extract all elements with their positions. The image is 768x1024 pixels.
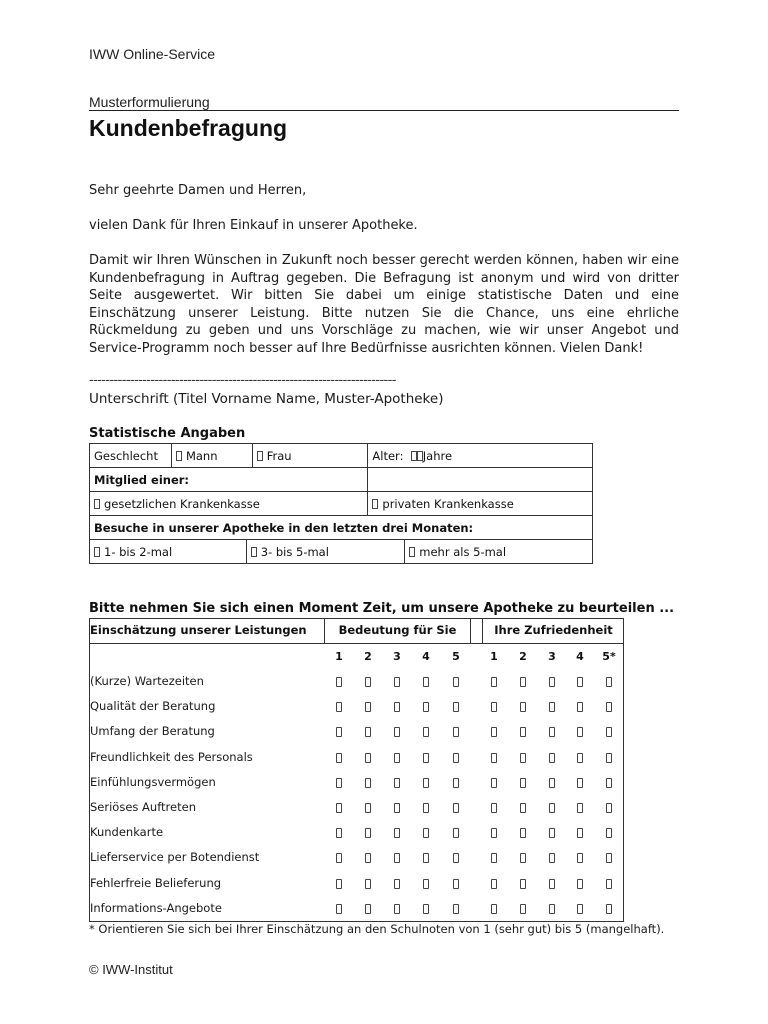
- importance-scale-5: 5: [452, 650, 460, 663]
- importance-checkbox-icon[interactable]: [423, 677, 429, 687]
- satisfaction-checkbox-icon[interactable]: [606, 677, 612, 687]
- satisfaction-checkbox-icon[interactable]: [549, 904, 555, 914]
- rating-row-label: Kundenkarte: [90, 825, 164, 840]
- statistics-heading: Statistische Angaben: [89, 426, 246, 441]
- member-row: [90, 468, 593, 492]
- importance-checkbox-icon[interactable]: [336, 677, 342, 687]
- rating-row-label: Fehlerfreie Belieferung: [90, 875, 222, 890]
- checkbox-icon[interactable]: [257, 451, 263, 461]
- site-header: IWW Online-Service: [89, 46, 216, 62]
- importance-checkbox-icon[interactable]: [336, 853, 342, 863]
- satisfaction-checkbox-icon[interactable]: [520, 778, 526, 788]
- age-field[interactable]: Alter: Jahre: [368, 444, 593, 468]
- satisfaction-checkbox-icon[interactable]: [549, 753, 555, 763]
- rating-row-label: Qualität der Beratung: [90, 699, 216, 714]
- checkbox-icon[interactable]: [409, 547, 415, 557]
- importance-scale-3: 3: [393, 650, 401, 663]
- importance-checkbox-icon[interactable]: [336, 753, 342, 763]
- satisfaction-checkbox-icon[interactable]: [577, 677, 583, 687]
- satisfaction-checkbox-icon[interactable]: [491, 853, 497, 863]
- importance-checkbox-icon[interactable]: [423, 727, 429, 737]
- satisfaction-checkbox-icon[interactable]: [606, 727, 612, 737]
- visits-label: Besuche in unserer Apotheke in den letzten drei Monaten:: [90, 516, 593, 540]
- importance-checkbox-icon[interactable]: [453, 803, 459, 813]
- importance-checkbox-icon[interactable]: [423, 879, 429, 889]
- checkbox-icon[interactable]: [176, 451, 182, 461]
- satisfaction-checkbox-icon[interactable]: [491, 778, 497, 788]
- satisfaction-checkbox-icon[interactable]: [577, 879, 583, 889]
- importance-checkbox-icon[interactable]: [423, 803, 429, 813]
- satisfaction-checkbox-icon[interactable]: [606, 778, 612, 788]
- copyright: © IWW-Institut: [89, 962, 173, 977]
- importance-checkbox-icon[interactable]: [394, 879, 400, 889]
- importance-checkbox-icon[interactable]: [394, 778, 400, 788]
- importance-scale-2: 2: [364, 650, 372, 663]
- statistics-table: [89, 443, 593, 564]
- importance-checkbox-icon[interactable]: [365, 677, 371, 687]
- importance-checkbox-icon[interactable]: [394, 702, 400, 712]
- rating-heading: Bitte nehmen Sie sich einen Moment Zeit, um unsere Apotheke zu beurteilen ...: [89, 601, 675, 616]
- importance-checkbox-icon[interactable]: [423, 828, 429, 838]
- importance-checkbox-icon[interactable]: [453, 904, 459, 914]
- gender-label: Geschlecht: [90, 444, 172, 468]
- importance-checkbox-icon[interactable]: [453, 828, 459, 838]
- importance-checkbox-icon[interactable]: [423, 904, 429, 914]
- satisfaction-checkbox-icon[interactable]: [577, 753, 583, 763]
- satisfaction-checkbox-icon[interactable]: [491, 828, 497, 838]
- importance-checkbox-icon[interactable]: [453, 753, 459, 763]
- checkbox-icon[interactable]: [94, 499, 100, 509]
- gender-option-male[interactable]: Mann: [171, 444, 252, 468]
- signature-line: ---------------------------------------------------------------------------: [89, 373, 396, 388]
- importance-checkbox-icon[interactable]: [394, 828, 400, 838]
- header-divider: [89, 110, 679, 111]
- satisfaction-checkbox-icon[interactable]: [549, 828, 555, 838]
- importance-scale-4: 4: [422, 650, 430, 663]
- importance-checkbox-icon[interactable]: [394, 803, 400, 813]
- rating-row-label: Freundlichkeit des Personals: [90, 749, 253, 764]
- satisfaction-checkbox-icon[interactable]: [606, 853, 612, 863]
- importance-checkbox-icon[interactable]: [394, 727, 400, 737]
- satisfaction-checkbox-icon[interactable]: [520, 753, 526, 763]
- satisfaction-scale-4: 4: [576, 650, 584, 663]
- importance-checkbox-icon[interactable]: [336, 803, 342, 813]
- satisfaction-checkbox-icon[interactable]: [549, 879, 555, 889]
- rating-row-label: (Kurze) Wartezeiten: [90, 674, 204, 688]
- document-kicker: Musterformulierung: [89, 94, 210, 110]
- satisfaction-checkbox-icon[interactable]: [491, 803, 497, 813]
- satisfaction-checkbox-icon[interactable]: [520, 853, 526, 863]
- satisfaction-checkbox-icon[interactable]: [491, 904, 497, 914]
- visits-label-row: [90, 516, 593, 540]
- importance-checkbox-icon[interactable]: [453, 677, 459, 687]
- satisfaction-checkbox-icon[interactable]: [520, 879, 526, 889]
- importance-checkbox-icon[interactable]: [394, 904, 400, 914]
- rating-row-label: Umfang der Beratung: [90, 724, 215, 739]
- importance-checkbox-icon[interactable]: [423, 778, 429, 788]
- satisfaction-checkbox-icon[interactable]: [491, 702, 497, 712]
- satisfaction-checkbox-icon[interactable]: [606, 904, 612, 914]
- page-title: Kundenbefragung: [89, 115, 288, 141]
- gender-option-female[interactable]: Frau: [252, 444, 368, 468]
- insurance-row: [90, 492, 593, 516]
- satisfaction-checkbox-icon[interactable]: [606, 879, 612, 889]
- satisfaction-checkbox-icon[interactable]: [577, 904, 583, 914]
- satisfaction-checkbox-icon[interactable]: [606, 828, 612, 838]
- importance-checkbox-icon[interactable]: [336, 702, 342, 712]
- empty-cell: [368, 468, 593, 492]
- satisfaction-checkbox-icon[interactable]: [549, 702, 555, 712]
- satisfaction-checkbox-icon[interactable]: [491, 677, 497, 687]
- satisfaction-checkbox-icon[interactable]: [520, 904, 526, 914]
- importance-checkbox-icon[interactable]: [453, 778, 459, 788]
- satisfaction-checkbox-icon[interactable]: [520, 727, 526, 737]
- satisfaction-checkbox-icon[interactable]: [491, 727, 497, 737]
- importance-checkbox-icon[interactable]: [365, 702, 371, 712]
- satisfaction-checkbox-icon[interactable]: [549, 677, 555, 687]
- importance-checkbox-icon[interactable]: [453, 727, 459, 737]
- importance-checkbox-icon[interactable]: [336, 828, 342, 838]
- checkbox-icon[interactable]: [94, 547, 100, 557]
- importance-scale-1: 1: [335, 650, 343, 663]
- satisfaction-scale-3: 3: [548, 650, 556, 663]
- importance-checkbox-icon[interactable]: [336, 778, 342, 788]
- rating-row-label: Einfühlungsvermögen: [90, 774, 216, 789]
- importance-checkbox-icon[interactable]: [365, 853, 371, 863]
- importance-checkbox-icon[interactable]: [336, 904, 342, 914]
- importance-checkbox-icon[interactable]: [365, 904, 371, 914]
- rating-row-label: Informations-Angebote: [90, 900, 222, 915]
- importance-checkbox-icon[interactable]: [423, 702, 429, 712]
- importance-checkbox-icon[interactable]: [365, 828, 371, 838]
- salutation: Sehr geehrte Damen und Herren,: [89, 183, 307, 198]
- satisfaction-scale-2: 2: [519, 650, 527, 663]
- column-header-service: Einschätzung unserer Leistungen: [90, 623, 307, 637]
- footnote: * Orientieren Sie sich bei Ihrer Einschätzung an den Schulnoten von 1 (sehr gut) bis 5 (mangelhaft).: [89, 922, 665, 936]
- visits-option-3[interactable]: mehr als 5-mal: [405, 540, 593, 564]
- importance-checkbox-icon[interactable]: [336, 879, 342, 889]
- checkbox-icon[interactable]: [251, 547, 257, 557]
- importance-checkbox-icon[interactable]: [365, 803, 371, 813]
- importance-checkbox-icon[interactable]: [453, 702, 459, 712]
- visits-options-row: [90, 540, 593, 564]
- satisfaction-checkbox-icon[interactable]: [577, 702, 583, 712]
- importance-checkbox-icon[interactable]: [336, 727, 342, 737]
- insurance-option-statutory[interactable]: gesetzlichen Krankenkasse: [90, 492, 368, 516]
- importance-checkbox-icon[interactable]: [365, 778, 371, 788]
- thanks-line: vielen Dank für Ihren Einkauf in unserer Apotheke.: [89, 218, 418, 233]
- satisfaction-checkbox-icon[interactable]: [606, 803, 612, 813]
- visits-option-2[interactable]: 3- bis 5-mal: [246, 540, 405, 564]
- insurance-option-private[interactable]: privaten Krankenkasse: [368, 492, 593, 516]
- importance-checkbox-icon[interactable]: [394, 677, 400, 687]
- satisfaction-checkbox-icon[interactable]: [491, 753, 497, 763]
- importance-checkbox-icon[interactable]: [453, 879, 459, 889]
- gender-age-row: [90, 444, 593, 468]
- visits-option-1[interactable]: 1- bis 2-mal: [90, 540, 247, 564]
- importance-checkbox-icon[interactable]: [423, 853, 429, 863]
- importance-checkbox-icon[interactable]: [394, 753, 400, 763]
- column-header-satisfaction: Ihre Zufriedenheit: [494, 623, 613, 637]
- rating-row-label: Seriöses Auftreten: [90, 800, 196, 814]
- satisfaction-checkbox-icon[interactable]: [606, 702, 612, 712]
- column-divider: [470, 618, 471, 643]
- satisfaction-scale-5: 5*: [602, 650, 616, 663]
- satisfaction-checkbox-icon[interactable]: [577, 853, 583, 863]
- importance-checkbox-icon[interactable]: [365, 753, 371, 763]
- satisfaction-checkbox-icon[interactable]: [549, 853, 555, 863]
- importance-checkbox-icon[interactable]: [365, 879, 371, 889]
- satisfaction-scale-1: 1: [490, 650, 498, 663]
- satisfaction-checkbox-icon[interactable]: [520, 828, 526, 838]
- satisfaction-checkbox-icon[interactable]: [520, 702, 526, 712]
- rating-row-label: Lieferservice per Botendienst: [90, 850, 260, 865]
- satisfaction-checkbox-icon[interactable]: [577, 828, 583, 838]
- satisfaction-checkbox-icon[interactable]: [606, 753, 612, 763]
- column-header-importance: Bedeutung für Sie: [338, 623, 457, 637]
- importance-checkbox-icon[interactable]: [365, 727, 371, 737]
- satisfaction-checkbox-icon[interactable]: [577, 803, 583, 813]
- importance-checkbox-icon[interactable]: [423, 753, 429, 763]
- satisfaction-checkbox-icon[interactable]: [491, 879, 497, 889]
- checkbox-icon[interactable]: [372, 499, 378, 509]
- satisfaction-checkbox-icon[interactable]: [549, 778, 555, 788]
- signature-label: Unterschrift (Titel Vorname Name, Muster-Apotheke): [89, 391, 444, 407]
- satisfaction-checkbox-icon[interactable]: [549, 803, 555, 813]
- header-divider: [89, 643, 624, 644]
- satisfaction-checkbox-icon[interactable]: [577, 778, 583, 788]
- satisfaction-checkbox-icon[interactable]: [520, 677, 526, 687]
- satisfaction-checkbox-icon[interactable]: [549, 727, 555, 737]
- satisfaction-checkbox-icon[interactable]: [577, 727, 583, 737]
- satisfaction-checkbox-icon[interactable]: [520, 803, 526, 813]
- intro-paragraph: Damit wir Ihren Wünschen in Zukunft noch besser gerecht werden können, haben wir eine Kundenbefragung in Auftrag gegeben. Die Befragung ist anonym und wird von dritter Seite ausgewertet. Wir bitten Sie dabei um einige statistische Daten und eine Einschätzung unserer Leistung. Bitte nutzen Sie die Chance, uns eine ehrliche Rückmeldung zu geben und uns Vorschläge zu machen, wie wir unser Angebot und Service-Programm noch besser auf Ihre Bedürfnisse ausrichten können. Vielen Dank!: [89, 253, 679, 356]
- member-label: Mitglied einer:: [90, 468, 368, 492]
- importance-checkbox-icon[interactable]: [453, 853, 459, 863]
- importance-checkbox-icon[interactable]: [394, 853, 400, 863]
